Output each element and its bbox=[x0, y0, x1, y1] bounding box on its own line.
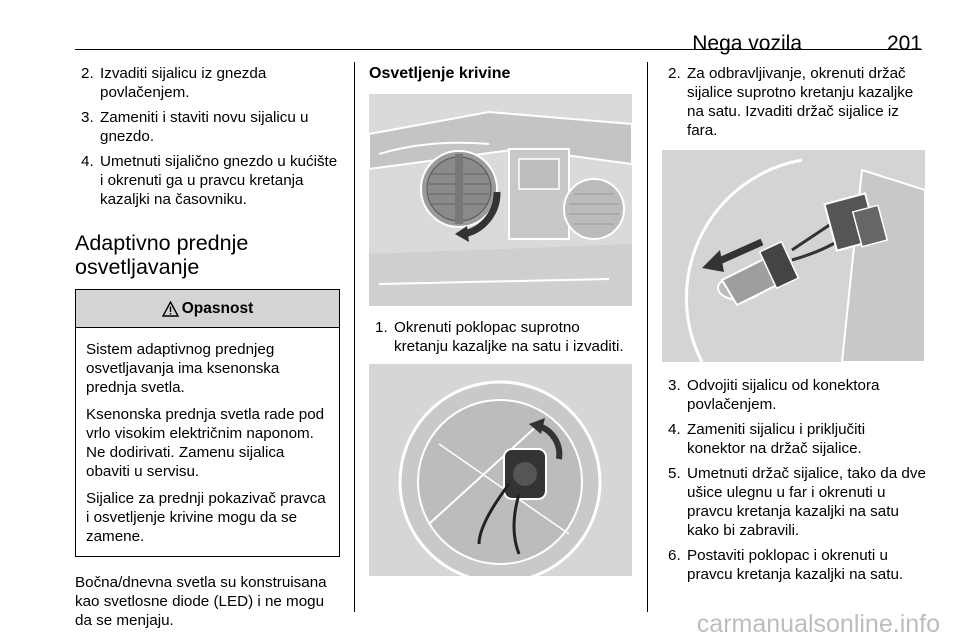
page-number: 201 bbox=[886, 32, 922, 55]
left-column bbox=[75, 64, 340, 630]
list-item: 5. Umetnuti držač sijalice, tako da dve ušice ulegnu u far i okrenuti u pravcu kretanja kazaljki na satu kako bi zabravili. bbox=[668, 465, 926, 539]
header-rule bbox=[75, 49, 922, 50]
warning-triangle-icon bbox=[162, 301, 179, 317]
list-item: 3. Odvojiti sijalicu od konektora povlačenjem. bbox=[668, 377, 880, 413]
column-divider-1 bbox=[354, 62, 355, 612]
step-list bbox=[662, 64, 926, 140]
section-title: Nega vozila bbox=[692, 32, 802, 55]
warning-header bbox=[76, 290, 339, 328]
warning-box bbox=[75, 289, 340, 557]
body-paragraph: Bočna/dnevna svetla su konstruisana kao svetlosne diode (LED) i ne mogu da se menjaju. bbox=[75, 574, 327, 629]
warning-paragraph: Sijalice za prednji pokazivač pravca i osvetljenje krivine mogu da se zamene. bbox=[86, 490, 326, 545]
list-item: 4. Zameniti sijalicu i priključiti konektor na držač sijalice. bbox=[668, 421, 866, 457]
list-item: 3. Zameniti i staviti novu sijalicu u gnezdo. bbox=[81, 109, 309, 145]
bulb-socket-illustration bbox=[369, 364, 632, 576]
list-item: 4. Umetnuti sijalično gnezdo u kućište i okrenuti ga u pravcu kretanja kazaljki na časovniku. bbox=[81, 153, 338, 208]
section-heading: Adaptivno prednje osvetljavanje bbox=[75, 231, 249, 279]
headlamp-rear-illustration bbox=[369, 94, 632, 306]
bulb-holder-illustration bbox=[662, 150, 925, 362]
column-divider-2 bbox=[647, 62, 648, 612]
step-list bbox=[369, 318, 632, 356]
step-list bbox=[75, 64, 340, 209]
list-item: 1. Okrenuti poklopac suprotno kretanju kazaljke na satu i izvaditi. bbox=[375, 319, 624, 355]
watermark: carmanualsonline.info bbox=[696, 610, 940, 638]
warning-paragraph: Ksenonska prednja svetla rade pod vrlo visokim električnim naponom. Ne dodirivati. Zamenu sijalica obaviti u servisu. bbox=[86, 406, 325, 480]
warning-paragraph: Sistem adaptivnog prednjeg osvetljavanja ima ksenonska prednja svetla. bbox=[86, 341, 280, 396]
step-list bbox=[662, 376, 926, 584]
middle-column bbox=[369, 64, 632, 576]
warning-body bbox=[76, 328, 339, 556]
list-item: 6. Postaviti poklopac i okrenuti u pravcu kretanja kazaljki na satu. bbox=[668, 547, 904, 583]
warning-title: Opasnost bbox=[181, 300, 254, 317]
page-header bbox=[75, 0, 922, 55]
subsection-heading: Osvetljenje krivine bbox=[369, 65, 511, 82]
list-item: 2. Izvaditi sijalicu iz gnezda povlačenjem. bbox=[81, 65, 267, 101]
right-column bbox=[662, 64, 926, 590]
list-item: 2. Za odbravljivanje, okrenuti držač sijalice suprotno kretanju kazaljke na satu. Izvaditi držač sijalice iz fara. bbox=[668, 65, 914, 139]
